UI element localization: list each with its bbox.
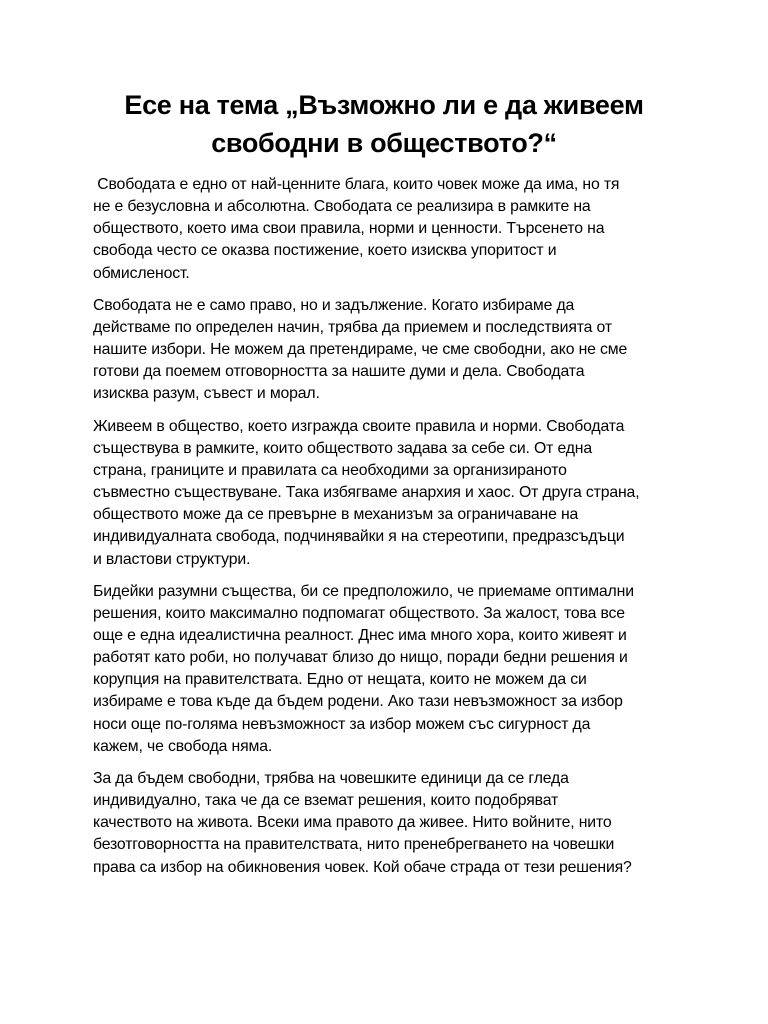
text-line: нашите избори. Не можем да претендираме, че сме свободни, ако не сме [93,341,628,359]
paragraph [93,768,693,879]
text-line: носи още по-голяма невъзможност за избор можем със сигурност да [93,715,591,733]
text-line: обществото може да се превърне в механизъм за ограничаване на [93,506,579,524]
paragraph [93,581,693,758]
text-line: и властови структури. [93,550,251,568]
text-line: не е безусловна и абсолютна. Свободата се реализира в рамките на [93,198,591,216]
text-line: изисква разум, съвест и морал. [93,385,320,403]
text-line: съществува в рамките, които обществото задава за себе си. От една [93,439,593,457]
paragraph [93,174,693,285]
text-line: готови да поемем отговорността за нашите думи и дела. Свободата [93,363,585,381]
text-line: избираме е това къде да бъдем родени. Ако тази невъзможност за избор [93,693,623,711]
essay-title-line: Есе на тема „Възможно ли е да живеем [124,90,644,120]
text-line: права са избор на обикновения човек. Кой обаче страда от тези решения? [93,858,632,876]
paragraph [93,416,693,571]
text-line: индивидуалната свобода, подчинявайки я на стереотипи, предразсъдъци [93,528,625,546]
text-line: обществото, което има свои правила, норми и ценности. Търсенето на [93,220,605,238]
text-line: свобода често се оказва постижение, което изисква упоритост и [93,242,557,260]
essay-title [0,86,768,162]
essay-title-line: свободни в обществото?“ [211,128,557,158]
text-line: кажем, че свобода няма. [93,737,273,755]
text-line: индивидуално, така че да се вземат решения, които подобряват [93,792,559,810]
text-line: съвместно съществуване. Така избягваме анархия и хаос. От друга страна, [93,484,640,502]
essay-body [93,174,693,889]
text-line: страна, границите и правилата са необходими за организираното [93,461,567,479]
text-line: действаме по определен начин, трябва да приемем и последствията от [93,318,612,336]
text-line: корупция на правителствата. Едно от нещата, които не можем да си [93,671,587,689]
text-line: За да бъдем свободни, трябва на човешките единици да се гледа [93,769,569,787]
text-line: обмисленост. [93,264,190,282]
text-line: безотговорността на правителствата, нито пренебрегването на човешки [93,836,615,854]
text-line: още е една идеалистична реалност. Днес има много хора, които живеят и [93,626,627,644]
text-line: Бидейки разумни същества, би се предположило, че приемаме оптимални [93,582,634,600]
paragraph [93,295,693,406]
text-line: Живеем в общество, което изгражда своите правила и норми. Свободата [93,417,625,435]
text-line: Свободата е едно от най-ценните блага, които човек може да има, но тя [93,176,620,193]
text-line: работят като роби, но получават близо до нищо, поради бедни решения и [93,649,628,667]
text-line: Свободата не е само право, но и задължение. Когато избираме да [93,296,575,314]
text-line: решения, които максимално подпомагат обществото. За жалост, това все [93,604,625,622]
text-line: качеството на живота. Всеки има правото да живее. Нито войните, нито [93,814,612,832]
